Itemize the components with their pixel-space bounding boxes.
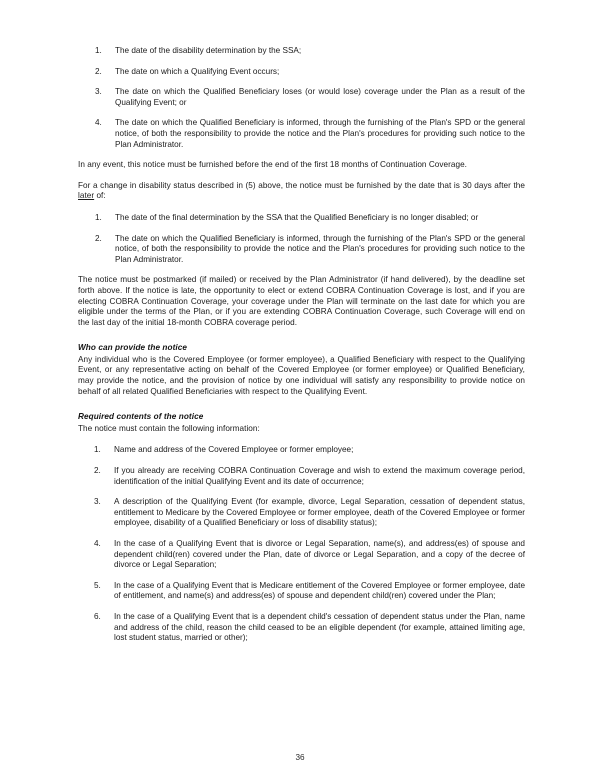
list-item-text: In the case of a Qualifying Event that is divorce or Legal Separation, name(s), and address(es) of spouse and dependent child(ren) covered under the Plan, date of divorce or Legal Separation, and a copy of the decree of divorce or Legal Separation; [114,539,525,570]
paragraph-postmark-rules: The notice must be postmarked (if mailed) or received by the Plan Administrator (if hand delivered), by the deadline set forth above. If the notice is late, the opportunity to elect or extend COBRA Continuation Coverage is lost, and if you are electing COBRA Continuation Coverage, your coverage under the Plan will terminate on the last date for which you are eligible under the terms of the Plan, or if you are extending COBRA Continuation Coverage, such Coverage will end on the last day of the initial 18-month COBRA coverage period. [78,275,525,327]
list-item-text: The date on which the Qualified Beneficiary is informed, through the furnishing of the Plan's SPD or the general notice, of both the responsibility to provide the notice and the Plan's procedures for providing such notice to the Plan Administrator. [115,233,525,264]
list-required-contents [78,445,525,643]
list-item [78,466,525,487]
list-item-text: The date on which a Qualifying Event occurs; [115,66,280,76]
page-number-footer: 36 [295,753,305,762]
list-item-text: The date of the final determination by the SSA that the Qualified Beneficiary is no longer disabled; or [115,212,479,222]
paragraph-disability-status [78,181,525,202]
list-item-text: If you already are receiving COBRA Continuation Coverage and wish to extend the maximum coverage period, identification of the initial Qualifying Event and its date of occurrence; [114,466,525,486]
list-item [78,234,525,266]
list-item [78,213,525,224]
list-marker: 4. [95,118,102,128]
list-item [78,46,525,57]
list-item-text: In the case of a Qualifying Event that is Medicare entitlement of the Covered Employee or former employee, date of entitlement, and name(s) and address(es) of spouse and dependent child(ren) covered under the Plan; [114,580,525,601]
list-item-text: The date on which the Qualified Beneficiary loses (or would lose) coverage under the Plan as a result of the Qualifying Event; or [115,87,525,107]
list-marker: 3. [94,497,101,507]
list-marker: 1. [94,445,101,455]
list-marker: 5. [94,580,101,590]
heading-required-contents-of-the-notice: Required contents of the notice [78,412,204,422]
list-marker: 6. [94,611,101,621]
list-item-text: The date on which the Qualified Beneficiary is informed, through the furnishing of the Plan's SPD or the general notice, of both the responsibility to provide the notice and the Plan's procedures for providing such notice to the Plan Administrator. [115,118,525,149]
list-item [78,497,525,529]
paragraph-who-can-provide: Any individual who is the Covered Employee (or former employee), a Qualified Beneficiary with respect to the Qualifying Event, or any representative acting on behalf of the Covered Employee (or former employee) or Qualified Beneficiary, may provide the notice, and the provision of notice by one individual will satisfy any responsibility to provide notice on behalf of all related Qualified Beneficiaries with respect to the Qualifying Event. [78,354,525,396]
list-item-text: The date of the disability determination by the SSA; [115,46,302,55]
list-notice-deadlines [78,46,525,150]
list-item-text: In the case of a Qualifying Event that is a dependent child's cessation of dependent status under the Plan, name and address of the child, reason the child ceased to be an eligible dependent (for example, attained limiting age, lost student status, married or other); [114,611,525,643]
list-marker: 2. [95,233,102,243]
paragraph-text-after: of: [94,191,106,201]
list-item-text: Name and address of the Covered Employee or former employee; [114,445,354,455]
list-disability-change [78,213,525,265]
list-item-text: A description of the Qualifying Event (for example, divorce, Legal Separation, cessation of dependent status, entitlement to Medicare by the Covered Employee or former employee, death of the Covered Employee or former employee, disability of a Qualified Beneficiary or loss of disability status); [114,497,525,528]
list-marker: 2. [95,66,102,76]
page-content [78,46,525,644]
list-item [78,581,525,602]
list-marker: 1. [95,212,102,222]
list-item [78,67,525,78]
paragraph-text-before: For a change in disability status described in (5) above, the notice must be furnished by the date that is 30 days after the [78,180,525,190]
list-item [78,445,525,456]
list-item [78,612,525,644]
paragraph-required-contents-intro: The notice must contain the following information: [78,423,260,433]
list-marker: 4. [94,539,101,548]
list-item [78,118,525,150]
heading-who-can-provide-the-notice: Who can provide the notice [78,343,188,353]
list-item [78,539,525,571]
list-marker: 1. [95,46,102,55]
paragraph-any-event: In any event, this notice must be furnished before the end of the first 18 months of Continuation Coverage. [78,160,467,170]
list-marker: 3. [95,87,102,97]
emphasis-later: later [78,191,95,201]
list-marker: 2. [94,466,101,476]
list-item [78,87,525,108]
